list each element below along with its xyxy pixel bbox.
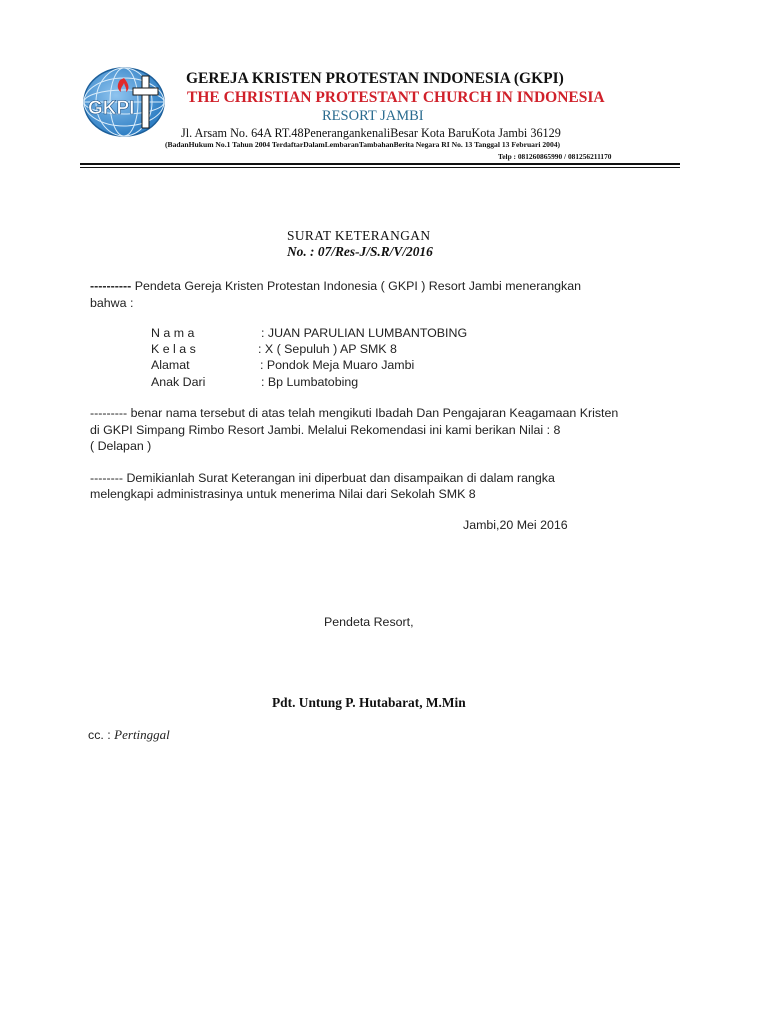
document-number: No. : 07/Res-J/S.R/V/2016 [287,244,433,259]
field-label-nama: N a m a [151,326,195,340]
phone-number: Telp : 081260865990 / 081256211170 [498,152,612,161]
carbon-copy [88,727,170,743]
address: Jl. Arsam No. 64A RT.48PenerangankenaliBesar Kota BaruKota Jambi 36129 [181,126,561,140]
field-value-kelas: : X ( Sepuluh ) AP SMK 8 [258,342,397,356]
field-value-nama: : JUAN PARULIAN LUMBANTOBING [261,326,468,340]
intro-dashes: ---------- [90,279,132,293]
intro-text: Pendeta Gereja Kristen Protestan Indonesia ( GKPI ) Resort Jambi menerangkan [131,279,582,293]
org-name-english: THE CHRISTIAN PROTESTANT CHURCH IN INDONESIA [187,89,605,106]
paragraph-1-line-2: di GKPI Simpang Rimbo Resort Jambi. Melalui Rekomendasi ini kami berikan Nilai : 8 [90,423,561,437]
intro-line-1 [90,279,581,293]
paragraph-2-line-1: -------- Demikianlah Surat Keterangan ini diperbuat dan disampaikan di dalam rangka [90,471,555,485]
field-label-alamat: Alamat [151,358,190,372]
cc-label: cc. : [88,728,115,742]
letter-date: Jambi,20 Mei 2016 [463,518,568,532]
field-label-kelas: K e l a s [151,342,196,356]
legal-notice: (BadanHukum No.1 Tahun 2004 TerdaftarDalamLembaranTambahanBerita Negara RI No. 13 Tanggal 13 Februari 2004) [165,140,561,149]
signer-name: Pdt. Untung P. Hutabarat, M.Min [272,695,466,710]
globe-cross-icon [80,66,176,138]
church-logo [80,66,176,138]
header-divider-thick [80,163,680,165]
resort-name: RESORT JAMBI [322,108,424,124]
field-label-anak-dari: Anak Dari [151,375,206,389]
document-title: SURAT KETERANGAN [287,228,431,243]
intro-line-2: bahwa : [90,296,134,310]
field-value-alamat: : Pondok Meja Muaro Jambi [260,358,415,372]
paragraph-2-line-2: melengkapi administrasinya untuk menerima Nilai dari Sekolah SMK 8 [90,487,476,501]
header-divider-thin [80,167,680,168]
svg-text:GKPI: GKPI [88,98,135,119]
org-name: GEREJA KRISTEN PROTESTAN INDONESIA (GKPI) [186,70,564,87]
signer-title: Pendeta Resort, [324,615,414,629]
cc-value: Pertinggal [114,727,170,742]
paragraph-1-line-3: ( Delapan ) [90,439,152,453]
field-value-anak-dari: : Bp Lumbatobing [261,375,359,389]
paragraph-1-line-1: --------- benar nama tersebut di atas telah mengikuti Ibadah Dan Pengajaran Keagamaan Kristen [90,406,619,420]
